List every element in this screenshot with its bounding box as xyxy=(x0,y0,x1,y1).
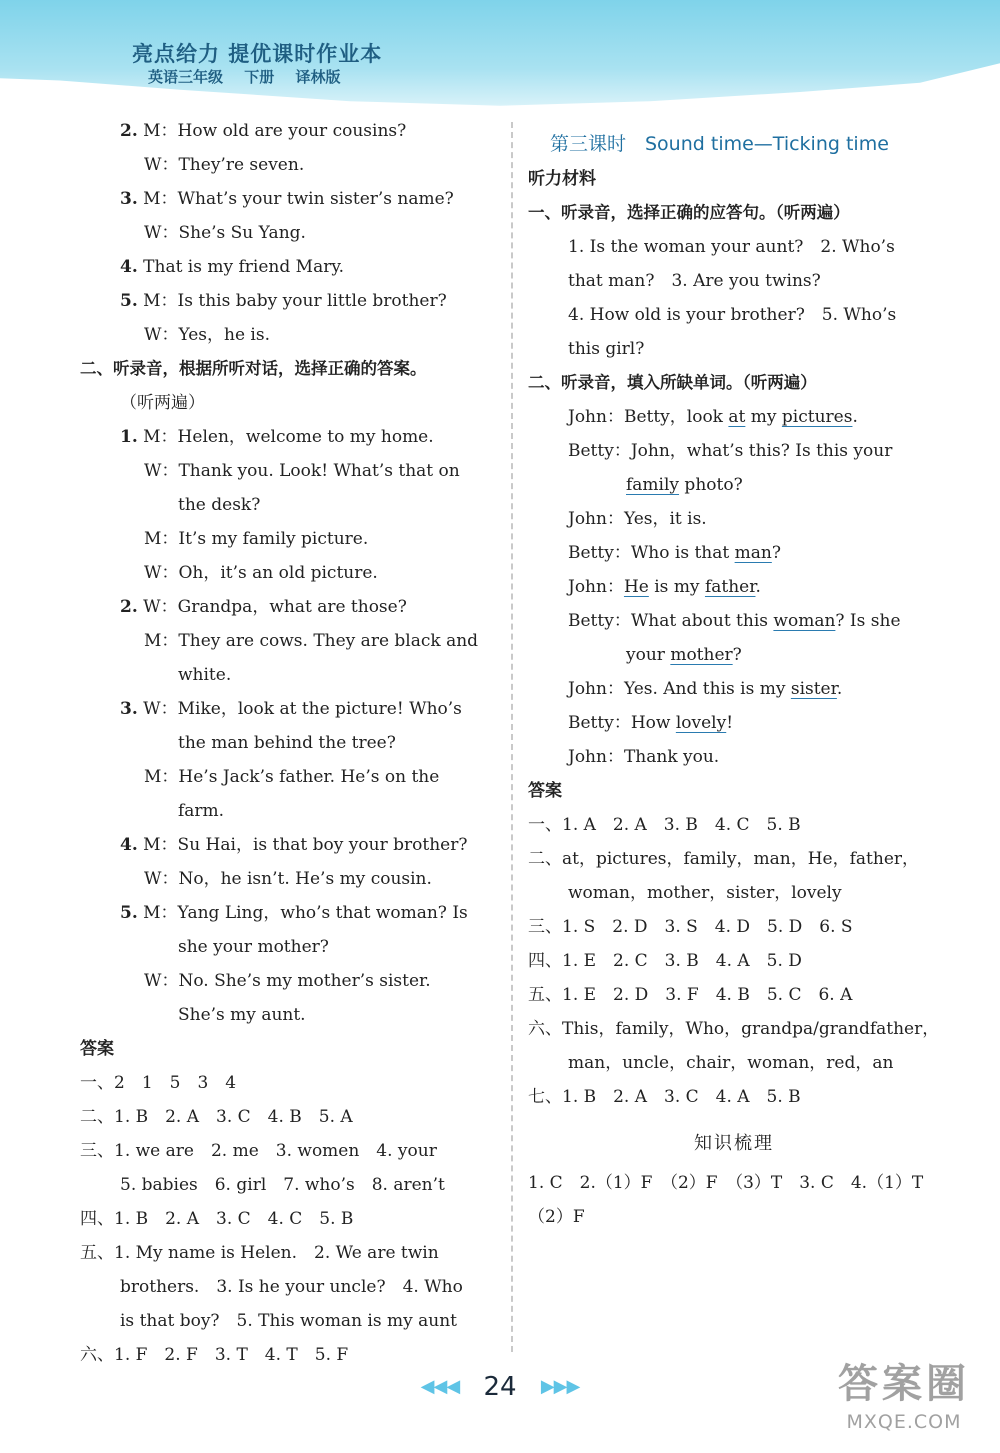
left-line xyxy=(80,692,490,726)
line-text: 一、1. A 2. A 3. B 4. C 5. B xyxy=(528,815,801,835)
line-text: W：No，he isn’t. He’s my cousin. xyxy=(144,869,432,889)
right-line xyxy=(528,230,940,264)
line-text: 二、at，pictures，family，man，He，father， xyxy=(528,849,920,869)
line-text: my xyxy=(745,407,782,427)
line-text: 二、1. B 2. A 3. C 4. B 5. A xyxy=(80,1107,353,1127)
line-text: M：Is this baby your little brother? xyxy=(137,291,447,311)
line-text: （听两遍） xyxy=(120,393,205,413)
right-line xyxy=(528,1046,940,1080)
item-number: 4. xyxy=(120,835,138,855)
line-text: John：Thank you. xyxy=(568,747,720,767)
left-line xyxy=(80,794,490,828)
line-text: 答案 xyxy=(80,1039,114,1059)
right-line xyxy=(528,1200,940,1234)
filled-blank: family xyxy=(626,475,680,495)
left-line xyxy=(80,522,490,556)
line-text: the man behind the tree? xyxy=(178,733,396,753)
line-text: W：Oh，it’s an old picture. xyxy=(144,563,378,583)
left-line xyxy=(80,590,490,624)
left-line xyxy=(80,318,490,352)
line-text: ? Is she xyxy=(835,611,901,631)
line-text: is that boy? 5. This woman is my aunt xyxy=(120,1311,457,1331)
line-text: 4. How old is your brother? 5. Who’s xyxy=(568,305,897,325)
line-text: ! xyxy=(726,713,734,733)
prev-arrows-icon: ◀◀◀ xyxy=(420,1376,460,1397)
right-line xyxy=(528,502,940,536)
line-text: 知识梳理 xyxy=(694,1133,774,1154)
filled-blank: man xyxy=(734,543,772,563)
filled-blank: at xyxy=(728,407,746,427)
right-line xyxy=(528,468,940,502)
right-line xyxy=(528,196,940,230)
line-text: Betty：Who is that xyxy=(568,543,735,563)
line-text: 六、This，family，Who，grandpa/grandfather， xyxy=(528,1019,940,1039)
right-line xyxy=(528,604,940,638)
item-number: 2. xyxy=(120,597,138,617)
line-text: 听力材料 xyxy=(528,169,596,189)
left-line xyxy=(80,1032,490,1066)
item-number: 5. xyxy=(120,903,138,923)
line-text: 六、1. F 2. F 3. T 4. T 5. F xyxy=(80,1345,349,1365)
right-line xyxy=(528,774,940,808)
line-text: M：Helen，welcome to my home. xyxy=(137,427,434,447)
line-text: she your mother? xyxy=(178,937,329,957)
line-text: M：Yang Ling，who’s that woman? Is xyxy=(137,903,468,923)
line-text: 三、1. we are 2. me 3. women 4. your xyxy=(80,1141,437,1161)
left-line xyxy=(80,250,490,284)
line-text: this girl? xyxy=(568,339,645,359)
left-line xyxy=(80,556,490,590)
line-text: woman，mother，sister，lovely xyxy=(568,883,842,903)
left-line xyxy=(80,352,490,386)
left-line xyxy=(80,964,490,998)
left-line xyxy=(80,896,490,930)
left-line xyxy=(80,1338,490,1372)
item-number: 3. xyxy=(120,699,138,719)
left-line xyxy=(80,658,490,692)
line-text: John： xyxy=(568,577,624,597)
left-line xyxy=(80,1236,490,1270)
left-line xyxy=(80,182,490,216)
book-subtitle: 英语三年级 下册 译林版 xyxy=(148,68,341,86)
line-text: （2）F xyxy=(528,1207,585,1227)
line-text: Betty：How xyxy=(568,713,676,733)
line-text: That is my friend Mary. xyxy=(137,257,345,277)
line-text: farm. xyxy=(178,801,225,821)
line-text: 1. C 2.（1）F （2）F （3）T 3. C 4.（1）T xyxy=(528,1173,924,1193)
left-line xyxy=(80,114,490,148)
line-text: photo? xyxy=(679,475,743,495)
left-line xyxy=(80,998,490,1032)
right-line xyxy=(528,740,940,774)
left-line xyxy=(80,1066,490,1100)
line-text: She’s my aunt. xyxy=(178,1005,306,1025)
watermark-logo xyxy=(814,1358,994,1448)
watermark-top-text: 答案圈 xyxy=(838,1361,970,1407)
page-number: 24 xyxy=(483,1372,517,1402)
line-text: W：Yes，he is. xyxy=(144,325,270,345)
left-line xyxy=(80,624,490,658)
right-line xyxy=(528,638,940,672)
line-text: 一、听录音，选择正确的应答句。（听两遍） xyxy=(528,203,850,222)
left-line xyxy=(80,726,490,760)
line-text: is my xyxy=(648,577,705,597)
left-line xyxy=(80,1168,490,1202)
right-line xyxy=(528,264,940,298)
next-arrows-icon: ▶▶▶ xyxy=(540,1376,580,1397)
line-text: ? xyxy=(771,543,781,563)
left-line xyxy=(80,930,490,964)
left-column xyxy=(80,114,490,1372)
right-line xyxy=(528,876,940,910)
right-line xyxy=(528,366,940,400)
right-line xyxy=(528,298,940,332)
filled-blank: sister xyxy=(790,679,837,699)
line-text: M：They are cows. They are black and xyxy=(144,631,479,651)
line-text: John：Betty，look xyxy=(568,407,729,427)
left-line xyxy=(80,148,490,182)
right-line xyxy=(528,944,940,978)
left-line xyxy=(80,862,490,896)
right-line xyxy=(528,910,940,944)
right-line xyxy=(528,332,940,366)
left-line xyxy=(80,284,490,318)
line-text: 二、听录音，填入所缺单词。（听两遍） xyxy=(528,373,817,392)
right-line xyxy=(528,434,940,468)
book-title: 亮点给力 提优课时作业本 xyxy=(132,42,383,66)
line-text: 5. babies 6. girl 7. who’s 8. aren’t xyxy=(120,1175,445,1195)
line-text: 四、1. B 2. A 3. C 4. C 5. B xyxy=(80,1209,354,1229)
right-line xyxy=(528,114,940,162)
line-text: 第三课时 Sound time—Ticking time xyxy=(550,133,889,155)
right-line xyxy=(528,706,940,740)
line-text: ? xyxy=(732,645,742,665)
item-number: 4. xyxy=(120,257,138,277)
line-text: 答案 xyxy=(528,781,562,801)
right-line xyxy=(528,536,940,570)
line-text: W：No. She’s my mother’s sister. xyxy=(144,971,431,991)
right-line xyxy=(528,570,940,604)
line-text: M：What’s your twin sister’s name? xyxy=(137,189,454,209)
line-text: 五、1. My name is Helen. 2. We are twin xyxy=(80,1243,439,1263)
line-text: W：Thank you. Look! What’s that on xyxy=(144,461,460,481)
right-line xyxy=(528,400,940,434)
line-text: M：Su Hai，is that boy your brother? xyxy=(137,835,468,855)
right-line xyxy=(528,842,940,876)
item-number: 1. xyxy=(120,427,138,447)
left-line xyxy=(80,1134,490,1168)
line-text: Betty：What about this xyxy=(568,611,774,631)
line-text: 一、2 1 5 3 4 xyxy=(80,1073,237,1093)
line-text: M：He’s Jack’s father. He’s on the xyxy=(144,767,440,787)
line-text: that man? 3. Are you twins? xyxy=(568,271,821,291)
item-number: 2. xyxy=(120,121,138,141)
left-line xyxy=(80,216,490,250)
line-text: 二、听录音，根据所听对话，选择正确的答案。 xyxy=(80,359,427,378)
filled-blank: He xyxy=(623,577,649,597)
line-text: man，uncle，chair，woman，red，an xyxy=(568,1053,894,1073)
item-number: 5. xyxy=(120,291,138,311)
line-text: 五、1. E 2. D 3. F 4. B 5. C 6. A xyxy=(528,985,853,1005)
left-line xyxy=(80,760,490,794)
left-line xyxy=(80,386,490,420)
right-line xyxy=(528,1114,940,1166)
line-text: Betty：John，what’s this? Is this your xyxy=(568,441,893,461)
right-column xyxy=(528,114,940,1234)
left-line xyxy=(80,1304,490,1338)
filled-blank: lovely xyxy=(675,713,727,733)
right-line xyxy=(528,1080,940,1114)
line-text: M：How old are your cousins? xyxy=(137,121,407,141)
line-text: 三、1. S 2. D 3. S 4. D 5. D 6. S xyxy=(528,917,853,937)
line-text: W：Grandpa，what are those? xyxy=(137,597,407,617)
line-text: W：She’s Su Yang. xyxy=(144,223,306,243)
line-text: the desk? xyxy=(178,495,261,515)
left-line xyxy=(80,1202,490,1236)
watermark-bottom-text: MXQE.COM xyxy=(846,1411,962,1433)
filled-blank: father xyxy=(704,577,756,597)
line-text: W：Mike，look at the picture! Who’s xyxy=(137,699,462,719)
line-text: W：They’re seven. xyxy=(144,155,305,175)
filled-blank: pictures xyxy=(781,407,853,427)
right-line xyxy=(528,808,940,842)
filled-blank: mother xyxy=(670,645,733,665)
line-text: M：It’s my family picture. xyxy=(144,529,369,549)
right-line xyxy=(528,162,940,196)
left-line xyxy=(80,1100,490,1134)
left-line xyxy=(80,454,490,488)
left-line xyxy=(80,420,490,454)
right-line xyxy=(528,978,940,1012)
left-line xyxy=(80,488,490,522)
line-text: John：Yes. And this is my xyxy=(568,679,791,699)
line-text: brothers. 3. Is he your uncle? 4. Who xyxy=(120,1277,463,1297)
line-text: your xyxy=(626,645,671,665)
line-text: 四、1. E 2. C 3. B 4. A 5. D xyxy=(528,951,802,971)
left-line xyxy=(80,1270,490,1304)
line-text: 七、1. B 2. A 3. C 4. A 5. B xyxy=(528,1087,801,1107)
line-text: . xyxy=(836,679,843,699)
item-number: 3. xyxy=(120,189,138,209)
left-line xyxy=(80,828,490,862)
line-text: . xyxy=(852,407,858,427)
filled-blank: woman xyxy=(773,611,836,631)
line-text: John：Yes，it is. xyxy=(568,509,707,529)
column-divider xyxy=(511,122,513,1352)
line-text: . xyxy=(755,577,761,597)
right-line xyxy=(528,1166,940,1200)
line-text: white. xyxy=(178,665,232,685)
right-line xyxy=(528,1012,940,1046)
right-line xyxy=(528,672,940,706)
line-text: 1. Is the woman your aunt? 2. Who’s xyxy=(568,237,895,257)
